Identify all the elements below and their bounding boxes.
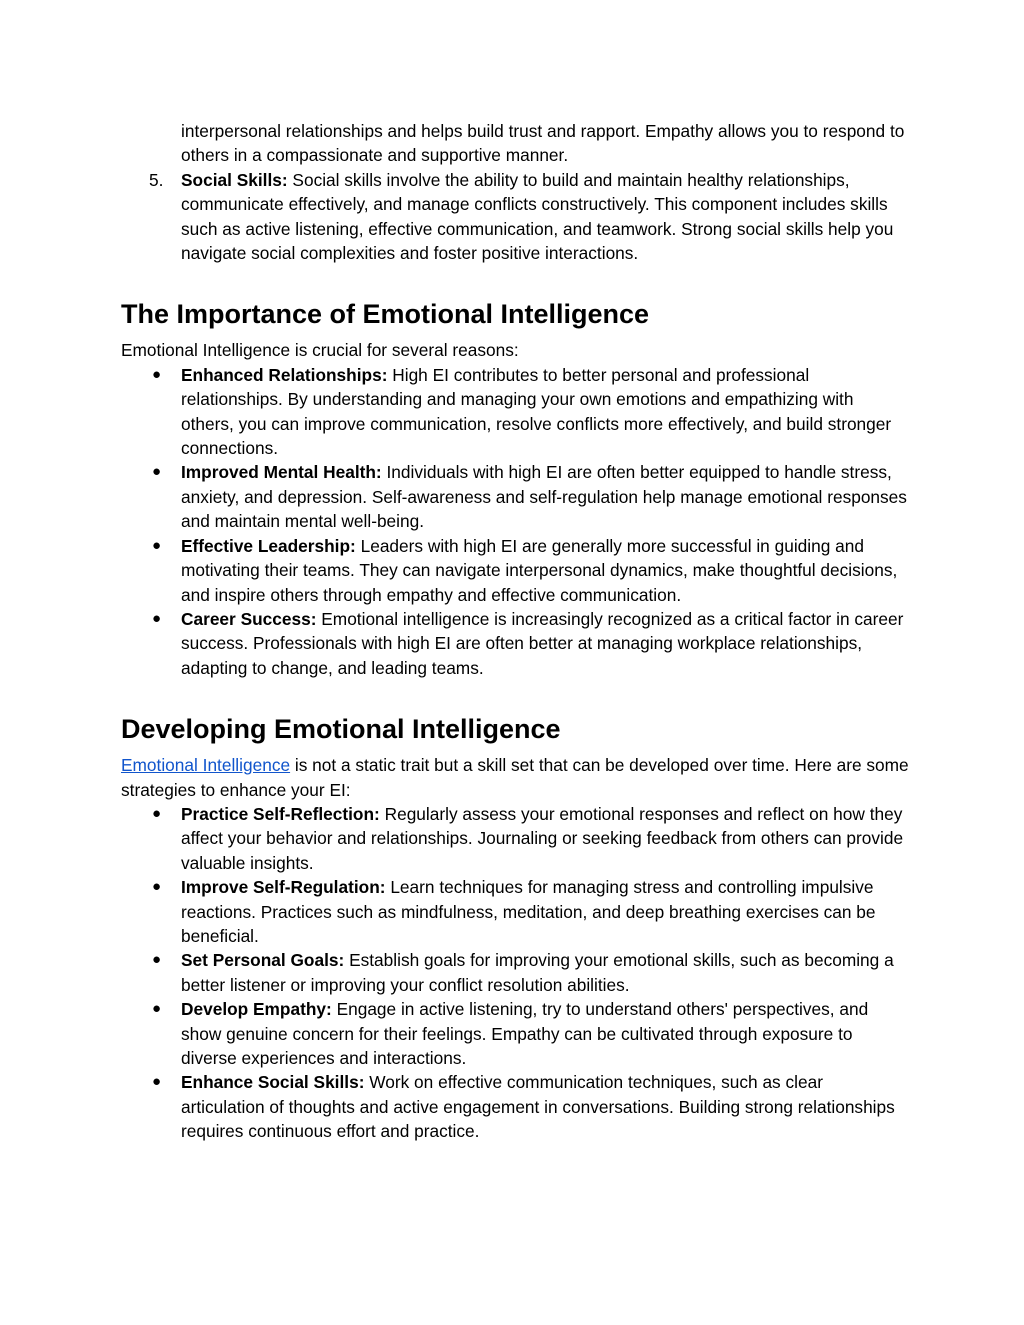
intro-text: is not a static trait but a skill set that can be developed over time. Here are some strategies to enhance your EI: [121,755,909,800]
section-heading-importance: The Importance of Emotional Intelligence [121,299,650,330]
list-item-term: Effective Leadership: [181,535,356,556]
section-intro-developing [121,753,911,802]
emotional-intelligence-link[interactable]: Emotional Intelligence [121,755,291,776]
list-item-term: Improved Mental Health: [181,462,382,483]
list-item-term: Enhanced Relationships: [181,364,388,385]
list-item-continuation: interpersonal relationships and helps build trust and rapport. Empathy allows you to respond to others in a compassionate and supportive manner. [181,121,905,166]
list-item-term: Set Personal Goals: [181,950,345,971]
list-item [121,948,911,997]
section-heading-developing: Developing Emotional Intelligence [121,714,561,745]
list-item-social-skills [121,168,911,266]
bullet-icon: ● [152,536,162,554]
list-item-text: Social skills involve the ability to build and maintain healthy relationships, communicate effectively, and manage conflicts constructively. This component includes skills such as active listening, effective communication, and teamwork. Strong social skills help you navigate social complexities and foster positive interactions. [181,169,894,264]
list-item [121,460,911,533]
bullet-icon: ● [152,609,162,627]
bullet-icon: ● [152,365,162,383]
list-item-text: Learn techniques for managing stress and controlling impulsive reactions. Practices such as mindfulness, meditation, and deep breathing exercises can be beneficial. [181,877,876,946]
bullet-icon: ● [152,878,162,896]
list-item-text: Individuals with high EI are often better equipped to handle stress, anxiety, and depression. Self-awareness and self-regulation help manage emotional responses and maintain mental well-being. [181,462,907,532]
list-item-text: Engage in active listening, try to understand others' perspectives, and show genuine concern for their feelings. Empathy can be cultivated through exposure to diverse experiences and interactions. [181,999,869,1068]
bullet-icon: ● [152,1073,162,1091]
list-item-term: Career Success: [181,608,317,629]
strategies-list [121,802,911,1144]
list-item [121,997,911,1070]
list-item [121,534,911,607]
list-item-term: Develop Empathy: [181,999,332,1020]
list-item [121,607,911,680]
bullet-icon: ● [152,951,162,969]
list-item-text: Emotional intelligence is increasingly recognized as a critical factor in career success. Professionals with high EI are often better at managing workplace relationships, adapting to change, and leading teams. [181,608,904,678]
list-item-term: Social Skills: [181,169,288,190]
list-item-text: Regularly assess your emotional responses and reflect on how they affect your behavior and relationships. Journaling or seeking feedback from others can provide valuable insights. [181,803,904,873]
list-number: 5. [149,169,164,190]
list-item-text: High EI contributes to better personal and professional relationships. By understanding and managing your own emotions and empathizing with others, you can improve communication, resolve conflicts more effectively, and build stronger connections. [181,364,892,459]
list-item-text: Establish goals for improving your emotional skills, such as becoming a better listener or improving your conflict resolution abilities. [181,950,894,995]
list-item-term: Practice Self-Reflection: [181,803,380,824]
list-item-term: Improve Self-Regulation: [181,877,386,898]
list-item [121,363,911,461]
bullet-icon: ● [152,463,162,481]
list-item-text: Leaders with high EI are generally more successful in guiding and motivating their teams. They can navigate interpersonal dynamics, make thoughtful decisions, and inspire others through empathy and effective communication. [181,535,898,605]
list-item [121,1070,911,1143]
section-intro-importance: Emotional Intelligence is crucial for several reasons: [121,340,519,361]
list-item-text: Work on effective communication techniques, such as clear articulation of thoughts and active engagement in conversations. Building strong relationships requires continuous effort and practice. [181,1072,895,1142]
bullet-icon: ● [152,1000,162,1018]
document-page [121,119,911,1144]
bullet-icon: ● [152,804,162,822]
list-item-term: Enhance Social Skills: [181,1072,365,1093]
list-item [121,875,911,948]
list-item [121,802,911,875]
components-list [121,168,911,266]
importance-list [121,363,911,680]
